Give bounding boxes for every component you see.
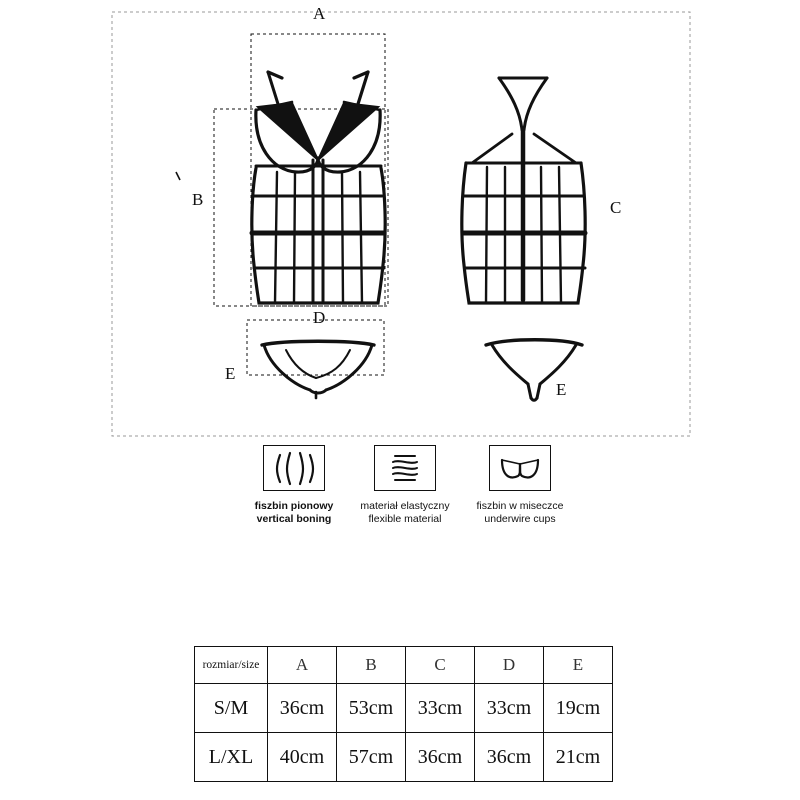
feature-caption-en-1: flexible material (368, 512, 442, 525)
diagram-frame (112, 12, 690, 436)
size-table (194, 646, 613, 782)
table-header-b: B (337, 647, 406, 684)
feature-caption-en-2: underwire cups (484, 512, 556, 525)
cell-sm-c: 33cm (406, 684, 475, 733)
cell-lxl-e: 21cm (544, 733, 613, 782)
cell-sm-e: 19cm (544, 684, 613, 733)
cell-lxl-a: 40cm (268, 733, 337, 782)
feature-underwire-cups (470, 445, 570, 525)
feature-vertical-boning (248, 445, 340, 525)
table-row (195, 684, 613, 733)
thong-back-view (486, 340, 582, 401)
measurement-label-e-right: E (556, 380, 567, 399)
table-header-e: E (544, 647, 613, 684)
table-header-d: D (475, 647, 544, 684)
table-header-row (195, 647, 613, 684)
measurement-guide-d (247, 320, 384, 375)
row-label-sm: S/M (195, 684, 268, 733)
flexible-material-icon (374, 445, 436, 491)
cell-sm-b: 53cm (337, 684, 406, 733)
feature-caption-pl-0: fiszbin pionowy (254, 500, 334, 512)
table-header-size: rozmiar/size (195, 647, 268, 684)
measurement-label-e-left: E (225, 364, 236, 383)
cell-sm-a: 36cm (268, 684, 337, 733)
table-row (195, 733, 613, 782)
measurement-label-d: D (313, 308, 326, 327)
cell-lxl-b: 57cm (337, 733, 406, 782)
feature-caption-pl-1: materiał elastyczny (360, 500, 450, 512)
measurement-label-c: C (610, 198, 622, 217)
feature-legend (0, 440, 800, 550)
measurement-label-a: A (313, 4, 326, 23)
thong-front-view (262, 341, 374, 398)
row-label-lxl: L/XL (195, 733, 268, 782)
table-header-a: A (268, 647, 337, 684)
feature-caption-pl-2: fiszbin w miseczce (476, 500, 564, 512)
underwire-cups-icon (489, 445, 551, 491)
measurement-label-b: B (192, 190, 204, 209)
cell-sm-d: 33cm (475, 684, 544, 733)
vertical-boning-icon (263, 445, 325, 491)
tick-mark-b (176, 172, 180, 180)
feature-caption-en-0: vertical boning (256, 512, 332, 525)
cell-lxl-c: 36cm (406, 733, 475, 782)
table-header-c: C (406, 647, 475, 684)
feature-flexible-material (355, 445, 455, 525)
cell-lxl-d: 36cm (475, 733, 544, 782)
corset-front-view (252, 72, 385, 303)
corset-back-view (462, 78, 585, 303)
